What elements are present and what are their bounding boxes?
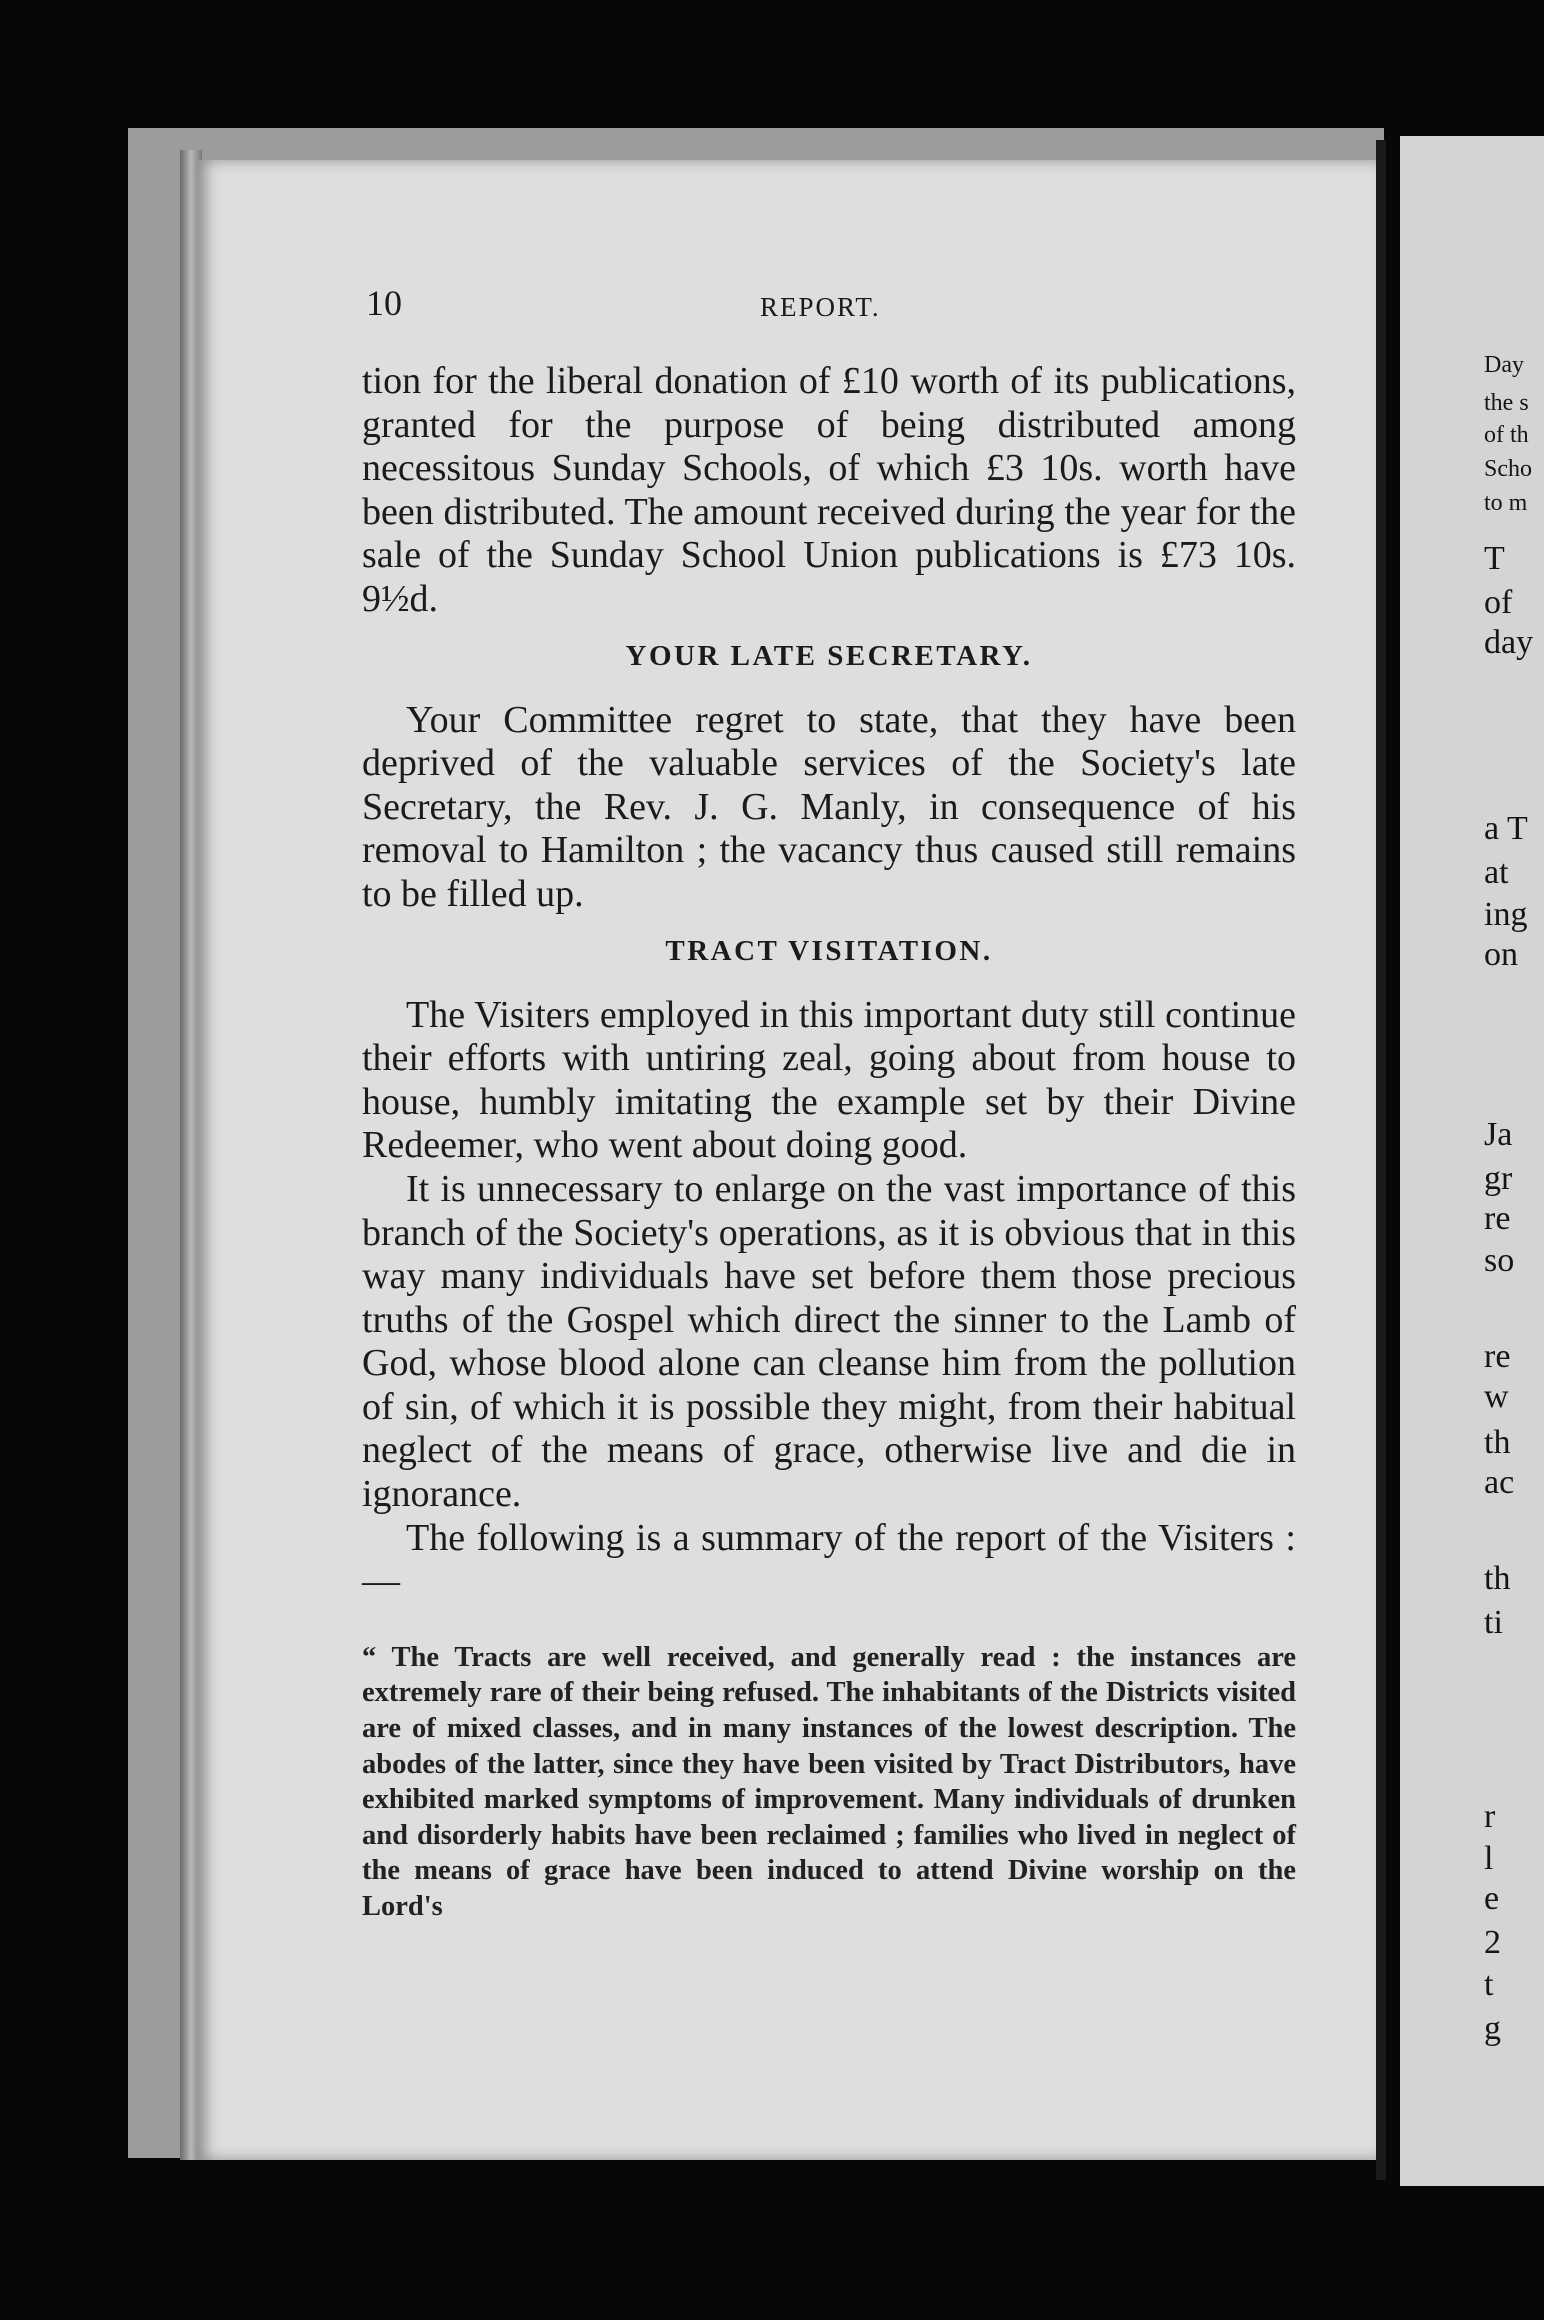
body-paragraph: The Visiters employed in this important duty still continue their efforts with untiring zeal, going about from house to house, humbly imitating the example set by their Divine Redeemer, who went about doing good. bbox=[362, 993, 1296, 1167]
visitors-report-quote: “ The Tracts are well received, and generally read : the instances are extremely rare of their being refused. The inhabitants of the Districts visited are of mixed classes, and in many instances of the lowest description. The abodes of the latter, since they have been visited by Tract Distributors, have exhibited marked symptoms of improvement. Many individuals of drunken and disorderly habits have been reclaimed ; families who lived in neglect of the means of grace have been induced to attend Divine worship on the Lord's bbox=[362, 1641, 1296, 1922]
facing-page-fragment: the s bbox=[1484, 390, 1529, 416]
facing-page-fragment: ac bbox=[1484, 1464, 1515, 1501]
facing-page-fragment: T bbox=[1484, 540, 1505, 577]
facing-page-fragment: of bbox=[1484, 584, 1513, 621]
facing-page-fragment: gr bbox=[1484, 1160, 1513, 1197]
page-header bbox=[366, 282, 1298, 332]
facing-page-fragment: ti bbox=[1484, 1604, 1503, 1641]
section-heading: YOUR LATE SECRETARY. bbox=[625, 639, 1033, 672]
page-number: 10 bbox=[366, 283, 402, 323]
facing-page-fragment: Ja bbox=[1484, 1116, 1513, 1153]
facing-page-fragment: g bbox=[1484, 2010, 1501, 2047]
body-paragraph: Your Committee regret to state, that they have been deprived of the valuable services of the Society's late Secretary, the Rev. J. G. Manly, in consequence of his removal to Hamilton ; the vacancy thus caused still remains to be filled up. bbox=[362, 698, 1296, 915]
facing-page-fragment: day bbox=[1484, 624, 1534, 661]
facing-page-fragment: re bbox=[1484, 1338, 1511, 1375]
facing-page-fragment: w bbox=[1484, 1378, 1509, 1415]
facing-page-fragment: to m bbox=[1484, 490, 1528, 516]
facing-page-fragment: a T bbox=[1484, 810, 1528, 847]
facing-page-fragment: th bbox=[1484, 1424, 1511, 1461]
facing-page-fragment: th bbox=[1484, 1560, 1511, 1597]
facing-page-fragment: at bbox=[1484, 854, 1509, 891]
facing-page-fragment: Scho bbox=[1484, 456, 1532, 482]
page-body bbox=[362, 360, 1296, 1925]
facing-page-fragment: of th bbox=[1484, 422, 1529, 448]
facing-page-fragment: e bbox=[1484, 1880, 1500, 1917]
section-heading: TRACT VISITATION. bbox=[665, 934, 993, 967]
facing-page-fragment: r bbox=[1484, 1798, 1496, 1835]
body-paragraph: tion for the liberal donation of £10 worth of its publications, granted for the purpose of being distributed among necessitous Sunday Schools, of which £3 10s. worth have been distributed. The amount received during the year for the sale of the Sunday School Union publications is £73 10s. 9½d. bbox=[362, 360, 1296, 620]
body-paragraph: The following is a summary of the report of the Visiters :— bbox=[362, 1516, 1296, 1603]
facing-page-fragment: Day bbox=[1484, 352, 1524, 378]
facing-page-fragment: re bbox=[1484, 1200, 1511, 1237]
book-gutter bbox=[1376, 140, 1386, 2180]
facing-page-fragment: l bbox=[1484, 1840, 1494, 1877]
facing-page-fragment: t bbox=[1484, 1966, 1494, 2003]
facing-page-fragment: so bbox=[1484, 1242, 1515, 1279]
running-head: REPORT. bbox=[760, 292, 881, 322]
facing-page-fragment: on bbox=[1484, 936, 1518, 973]
body-paragraph: It is unnecessary to enlarge on the vast importance of this branch of the Society's operations, as it is obvious that in this way many individuals have set before them those precious truths of the Gospel which direct the sinner to the Lamb of God, whose blood alone can cleanse him from the pollution of sin, of which it is possible they might, from their habitual neglect of the means of grace, otherwise live and die in ignorance. bbox=[362, 1167, 1296, 1516]
facing-page-fragment: ing bbox=[1484, 896, 1528, 933]
facing-page-fragment: 2 bbox=[1484, 1924, 1501, 1961]
